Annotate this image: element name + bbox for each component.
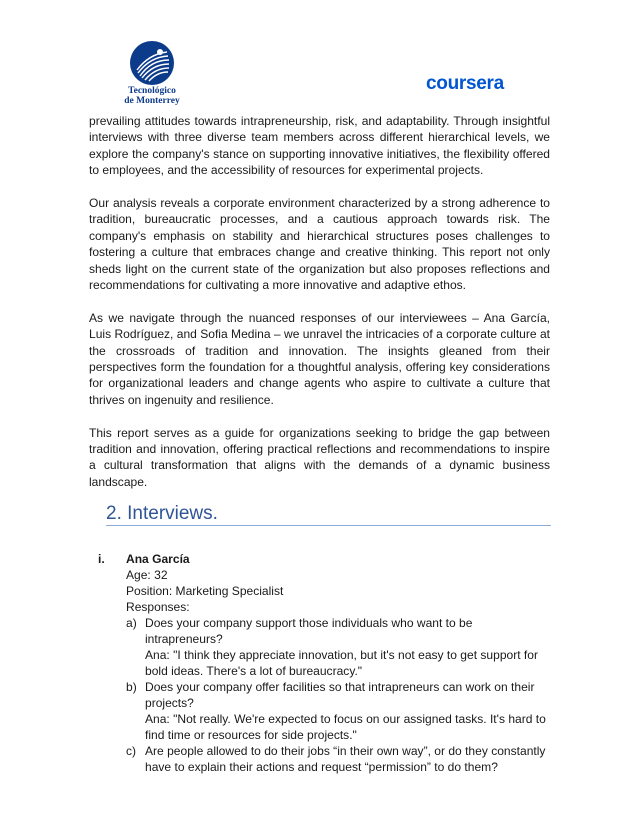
paragraph-2: Our analysis reveals a corporate environment characterized by a strong adherence to tradition, bureaucratic processes, and a cautious approach towards risk. The company's emphasis on stability and hierarchical structures poses challenges to fostering a culture that embraces change and creative thinking. This report not only sheds light on the current state of the organization but also proposes reflections and recommendations for cultivating a more innovative and adaptive ethos.: [89, 196, 550, 293]
tec-seal-icon: [129, 40, 175, 86]
tec-logo-line1: Tecnológico: [128, 86, 176, 96]
answer-text: Ana: "I think they appreciate innovation, but it's not easy to get support for bold ideas. There's a lot of bureaucracy.": [145, 648, 538, 678]
intro-body: [89, 113, 550, 507]
interview-numeral: i.: [98, 552, 105, 566]
interviewee-name: Ana García: [126, 552, 190, 566]
interviewee-age: Age: 32: [126, 568, 168, 582]
tec-logo-line2: de Monterrey: [124, 96, 180, 106]
coursera-logo: coursera: [426, 73, 504, 94]
paragraph-3: As we navigate through the nuanced responses of our interviewees – Ana García, Luis Rodríguez, and Sofia Medina – we unravel the intricacies of a corporate culture at the crossroads of tradition and innovation. The insights gleaned from their perspectives form the foundation for a thoughtful analysis, offering key considerations for organizational leaders and change agents who aspire to cultivate a culture that thrives on ingenuity and resilience.: [89, 310, 550, 407]
question-letter: b): [126, 680, 137, 694]
question-item: [126, 615, 546, 679]
question-item: [126, 679, 546, 743]
answer-text: Ana: "Not really. We're expected to focus on our assigned tasks. It's hard to find time or resources for side projects.": [145, 712, 546, 742]
question-text: Does your company offer facilities so that intrapreneurs can work on their projects?: [145, 680, 535, 710]
question-item: [126, 743, 546, 775]
interview-details: [126, 551, 546, 775]
section-divider: [106, 525, 551, 526]
interviewee-position: Position: Marketing Specialist: [126, 584, 284, 598]
question-text: Does your company support those individuals who want to be intrapreneurs?: [145, 616, 473, 646]
paragraph-1: prevailing attitudes towards intrapreneurship, risk, and adaptability. Through insightful interviews with three diverse team members across different hierarchical levels, we explore the company's stance on supporting innovative initiatives, the flexibility offered to employees, and the accessibility of resources for experimental projects.: [89, 114, 550, 178]
responses-label: Responses:: [126, 600, 190, 614]
tec-de-monterrey-logo: [112, 40, 192, 110]
section-heading-interviews: 2. Interviews.: [106, 503, 218, 524]
question-text: Are people allowed to do their jobs “in their own way”, or do they constantly have to explain their actions and request “permission” to do them?: [145, 744, 546, 774]
paragraph-4: This report serves as a guide for organizations seeking to bridge the gap between tradition and innovation, offering practical reflections and recommendations to inspire a cultural transformation that aligns with the demands of a dynamic business landscape.: [89, 425, 550, 489]
question-letter: c): [126, 744, 137, 758]
question-letter: a): [126, 616, 137, 630]
